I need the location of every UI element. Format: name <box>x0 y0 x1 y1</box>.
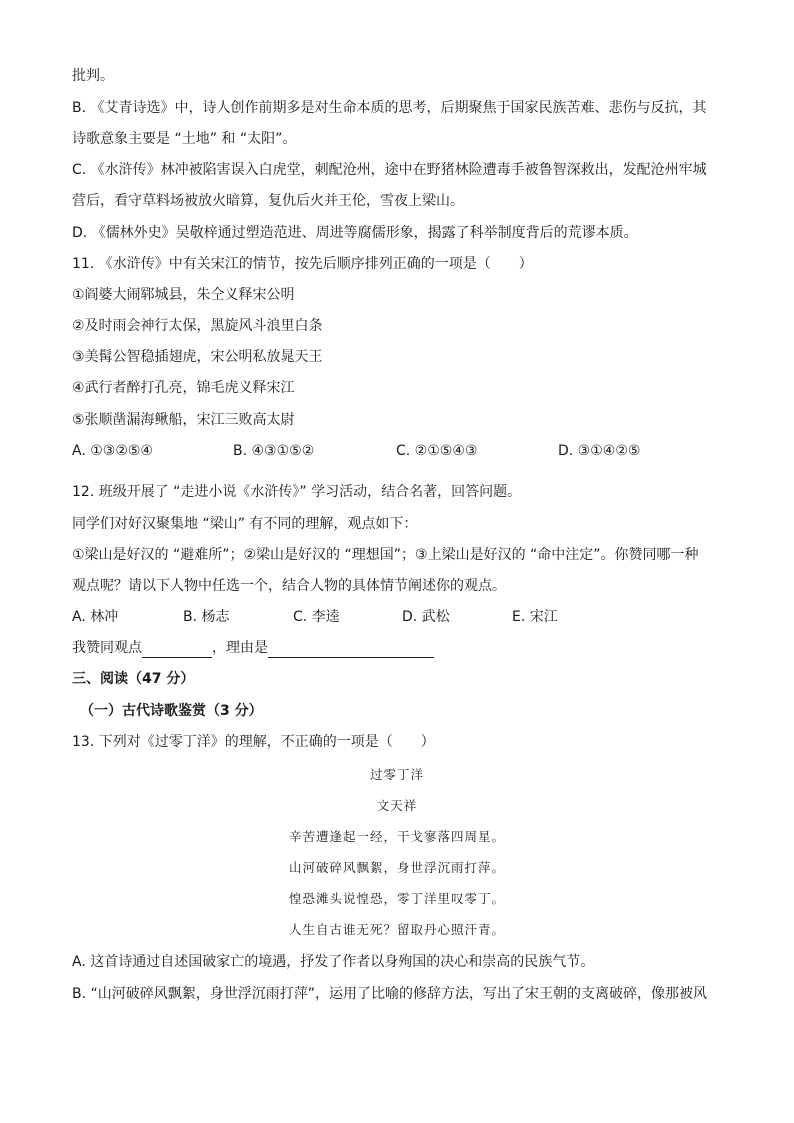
poem-line-2: 山河破碎风飘絮，身世浮沉雨打萍。 <box>288 860 505 875</box>
option-d-line: D. 《儒林外史》吴敬梓通过塑造范进、周进等腐儒形象，揭露了科举制度背后的荒谬本质。 <box>72 225 638 241</box>
poem-line-3: 惶恐滩头说惶恐，零丁洋里叹零丁。 <box>288 891 505 906</box>
q12-option-b[interactable]: B. 杨志 <box>183 609 230 625</box>
q11-item-3: ③美髯公智稳插翅虎，宋公明私放晁天王 <box>72 349 323 365</box>
poem-line-1: 辛苦遭逢起一经，干戈寥落四周星。 <box>288 829 505 844</box>
q12-text-1: 同学们对好汉聚集地 “梁山” 有不同的理解，观点如下： <box>72 516 418 532</box>
q11-item-2: ②及时雨会神行太保，黑旋风斗浪里白条 <box>72 318 323 334</box>
viewpoint-blank[interactable] <box>142 641 212 658</box>
poem-author: 文天祥 <box>376 798 418 813</box>
q12-text-3: 观点呢？请以下人物中任选一个，结合人物的具体情节阐述你的观点。 <box>72 578 506 594</box>
poem-title: 过零丁洋 <box>369 767 424 782</box>
q12-option-d[interactable]: D. 武松 <box>402 609 450 625</box>
q11-item-1: ①阎婆大闹郓城县，朱仝义释宋公明 <box>72 287 295 303</box>
answer-prefix: 我赞同观点 <box>72 640 142 656</box>
q11-option-a[interactable]: A. ①③②⑤④ <box>72 443 153 459</box>
q11-item-4: ④武行者醉打孔亮，锦毛虎义释宋江 <box>72 380 295 396</box>
q11-option-c[interactable]: C. ②①⑤④③ <box>396 443 478 459</box>
poem-line-4: 人生自古谁无死？留取丹心照汗青。 <box>288 922 505 937</box>
answer-middle: ，理由是 <box>212 640 268 656</box>
q12-answer-line <box>72 638 434 658</box>
q12-text-2: ①梁山是好汉的 “避难所”；②梁山是好汉的 “理想国”；③上梁山是好汉的 “命中注定”。你赞同哪一种 <box>72 547 699 563</box>
question-12: 12. 班级开展了 “走进小说《水浒传》” 学习活动，结合名著，回答问题。 <box>72 484 522 500</box>
subsection-1-heading: （一）古代诗歌鉴赏（3 分） <box>80 703 263 719</box>
text-line: 批判。 <box>72 68 114 84</box>
q13-option-b: B. “山河破碎风飘絮，身世浮沉雨打萍”，运用了比喻的修辞方法，写出了宋王朝的支离破碎，像那被风 <box>72 986 708 1002</box>
q12-option-a[interactable]: A. 林冲 <box>72 609 119 625</box>
q12-option-c[interactable]: C. 李逵 <box>293 609 340 625</box>
option-c-line: C. 《水浒传》林冲被陷害误入白虎堂，刺配沧州，途中在野猪林险遭毒手被鲁智深救出，发配沧州牢城 <box>72 162 707 178</box>
q11-item-5: ⑤张顺凿漏海鳅船，宋江三败高太尉 <box>72 412 295 428</box>
question-13: 13. 下列对《过零丁洋》的理解，不正确的一项是（ ） <box>72 734 435 750</box>
q13-option-a: A. 这首诗通过自述国破家亡的境遇，抒发了作者以身殉国的决心和崇高的民族气节。 <box>72 954 595 970</box>
q12-option-e[interactable]: E. 宋江 <box>512 609 558 625</box>
reason-blank[interactable] <box>268 641 434 658</box>
option-b-line: B. 《艾青诗选》中，诗人创作前期多是对生命本质的思考，后期聚焦于国家民族苦难、悲伤与反抗，其 <box>72 100 707 116</box>
text-line: 诗歌意象主要是 “土地” 和 “太阳”。 <box>72 131 297 147</box>
question-11: 11. 《水浒传》中有关宋江的情节，按先后顺序排列正确的一项是（ ） <box>72 256 533 272</box>
section-3-heading: 三、阅读（47 分） <box>72 671 195 687</box>
text-line: 营后，看守草料场被放火暗算，复仇后火并王伦，雪夜上梁山。 <box>72 193 464 209</box>
q11-option-d[interactable]: D. ③①④②⑤ <box>558 443 641 459</box>
q11-option-b[interactable]: B. ④③①⑤② <box>233 443 315 459</box>
